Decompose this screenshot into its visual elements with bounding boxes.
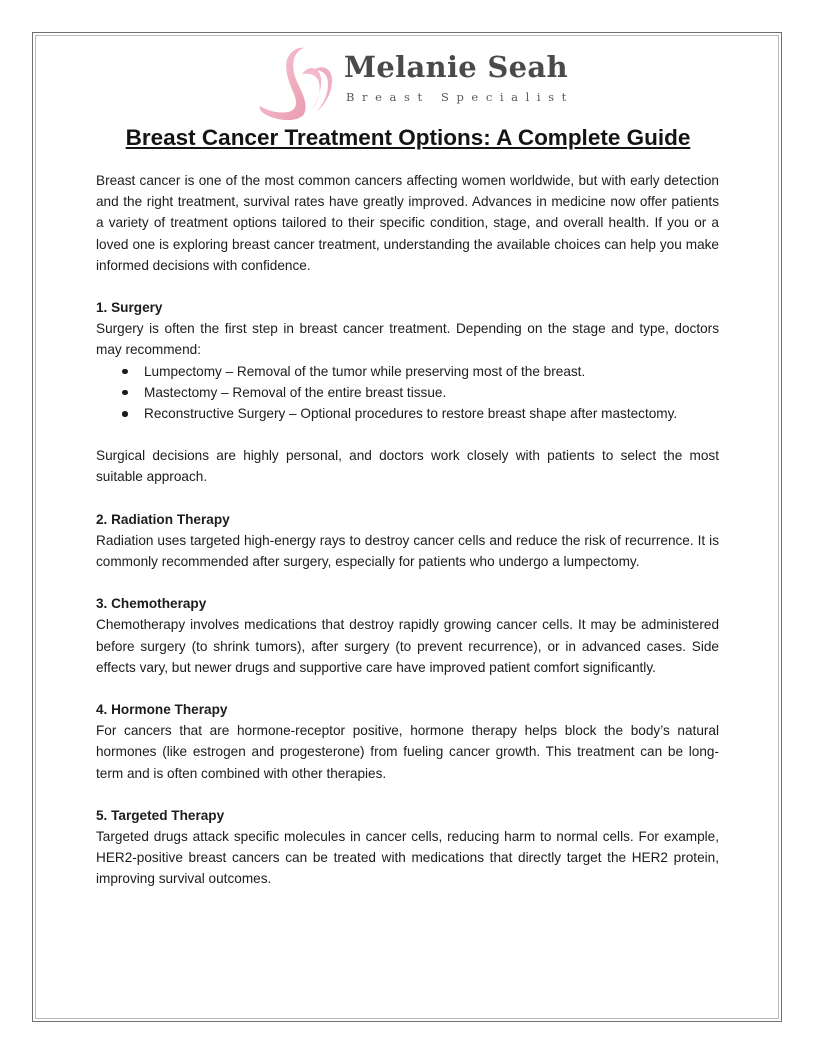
logo-tagline: Breast Specialist xyxy=(346,90,574,104)
section-text-targeted: Targeted drugs attack specific molecules in cancer cells, reducing harm to normal cells. For example, HER2-positive breast cancers can be treated with medications that directly target the HER2 protein, improving survival outcomes. xyxy=(96,829,719,887)
section-heading-targeted: 5. Targeted Therapy xyxy=(96,807,225,823)
pink-ribbon-icon xyxy=(252,44,344,124)
list-item: Reconstructive Surgery – Optional procedures to restore breast shape after mastectomy. xyxy=(144,403,719,424)
section-heading-surgery: 1. Surgery xyxy=(96,300,163,316)
list-item: Lumpectomy – Removal of the tumor while preserving most of the breast. xyxy=(144,361,719,382)
section-text-surgery: Surgery is often the first step in breast cancer treatment. Depending on the stage and type, doctors may recommend: xyxy=(96,321,719,358)
intro-paragraph: Breast cancer is one of the most common cancers affecting women worldwide, but with early detection and the right treatment, survival rates have greatly improved. Advances in medicine now offer patients a variety of treatment options tailored to their specific condition, stage, and overall health. If you or a loved one is exploring breast cancer treatment, understanding the available choices can help you make informed decisions with confidence. xyxy=(96,173,719,273)
section-heading-radiation: 2. Radiation Therapy xyxy=(96,511,230,527)
surgery-closing-paragraph: Surgical decisions are highly personal, and doctors work closely with patients to select the most suitable approach. xyxy=(96,448,719,485)
section-heading-hormone: 4. Hormone Therapy xyxy=(96,702,228,718)
document-body xyxy=(96,170,719,890)
section-text-radiation: Radiation uses targeted high-energy rays to destroy cancer cells and reduce the risk of recurrence. It is commonly recommended after surgery, especially for patients who undergo a lumpectomy. xyxy=(96,532,719,570)
section-text-hormone: For cancers that are hormone-receptor positive, hormone therapy helps block the body’s natural hormones (like estrogen and progesterone) from fueling cancer growth. This treatment can be long-term and is often combined with other therapies. xyxy=(96,723,719,781)
section-heading-chemotherapy: 3. Chemotherapy xyxy=(96,596,207,612)
section-text-chemotherapy: Chemotherapy involves medications that destroy rapidly growing cancer cells. It may be administered before surgery (to shrink tumors), after surgery (to prevent recurrence), or in advanced cases. Side effects vary, but newer drugs and supportive care have improved patient comfort significantly. xyxy=(96,617,719,675)
list-item: Mastectomy – Removal of the entire breast tissue. xyxy=(144,382,719,403)
logo-name: Melanie Seah xyxy=(344,50,568,84)
page-title: Breast Cancer Treatment Options: A Complete Guide xyxy=(125,125,691,150)
surgery-bullet-list xyxy=(96,361,719,425)
logo xyxy=(252,44,582,124)
